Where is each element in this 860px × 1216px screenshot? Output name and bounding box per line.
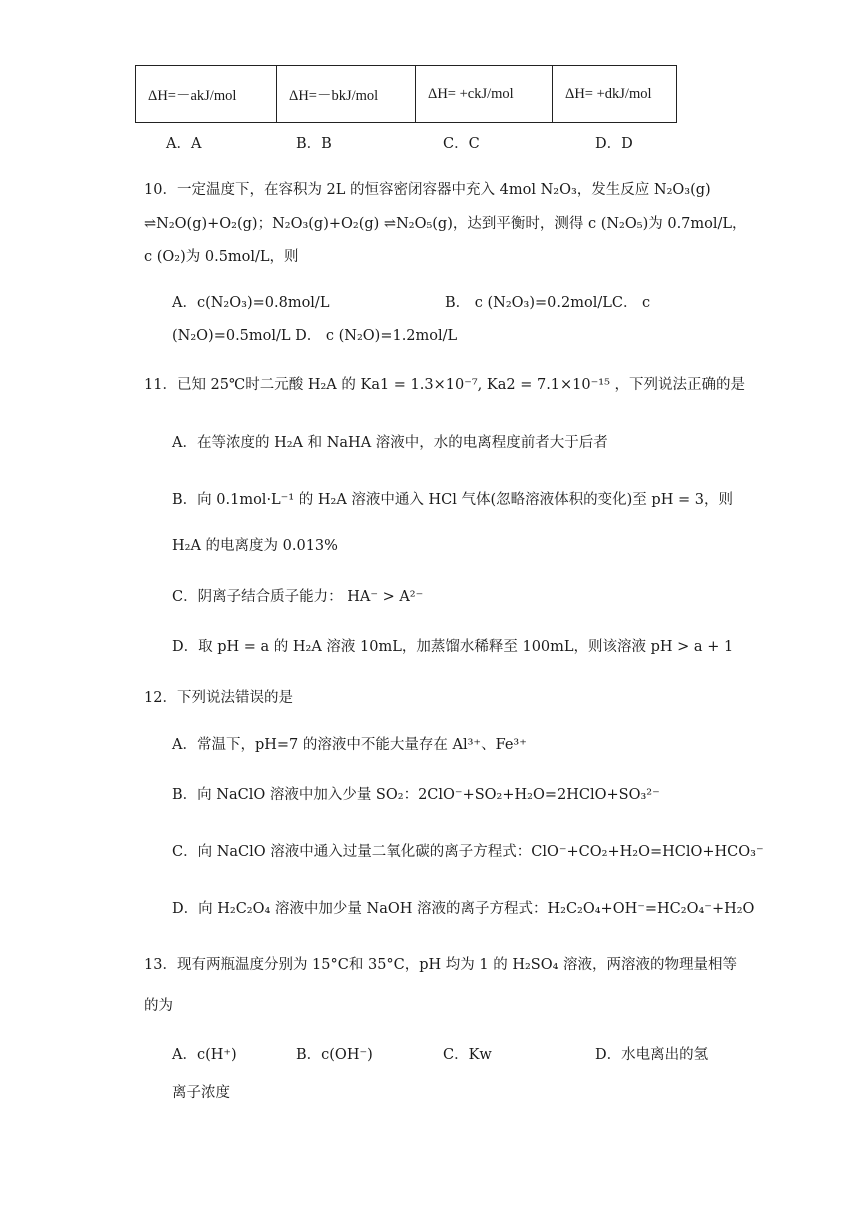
options-table [135,65,677,123]
q11-option-b-line2: H₂A 的电离度为 0.013% [172,538,338,554]
table-cell-b: ΔH=－bkJ/mol [277,66,416,123]
table-cell-d: ΔH= +dkJ/mol [553,66,677,123]
table-row [136,66,677,123]
q11-option-b-line1: B．向 0.1mol·L⁻¹ 的 H₂A 溶液中通入 HCl 气体(忽略溶液体积的变化)至 pH = 3，则 [172,492,733,508]
q10-option-cd: (N₂O)=0.5mol/L D． c (N₂O)=1.2mol/L [172,328,458,344]
q9-option-d: D．D [595,136,633,152]
q9-option-b: B．B [296,136,332,152]
q12-option-b: B．向 NaClO 溶液中加入少量 SO₂：2ClO⁻+SO₂+H₂O=2HClO+SO₃²⁻ [172,787,660,803]
q11-option-a: A．在等浓度的 H₂A 和 NaHA 溶液中，水的电离程度前者大于后者 [172,435,608,451]
q11-stem: 11．已知 25℃时二元酸 H₂A 的 Ka1 = 1.3×10⁻⁷, Ka2 = 7.1×10⁻¹⁵ ，下列说法正确的是 [144,377,746,393]
q13-option-a: A．c(H⁺) [172,1047,237,1063]
q11-option-c: C．阴离子结合质子能力： HA⁻ > A²⁻ [172,589,424,605]
q12-stem: 12．下列说法错误的是 [144,690,293,706]
q12-option-c: C．向 NaClO 溶液中通入过量二氧化碳的离子方程式：ClO⁻+CO₂+H₂O=HClO+HCO₃⁻ [172,844,764,860]
q11-option-d: D．取 pH = a 的 H₂A 溶液 10mL，加蒸馏水稀释至 100mL，则该溶液 pH > a + 1 [172,639,734,655]
q13-stem-line2: 的为 [144,998,173,1014]
q13-stem-line1: 13．现有两瓶温度分别为 15°C和 35°C，pH 均为 1 的 H₂SO₄ 溶液，两溶液的物理量相等 [144,957,738,973]
q13-option-b: B．c(OH⁻) [296,1047,373,1063]
q10-option-a: A．c(N₂O₃)=0.8mol/L [172,295,330,311]
q10-stem-line3: c (O₂)为 0.5mol/L，则 [144,249,299,265]
q13-option-c: C．Kw [443,1047,492,1063]
q10-stem-line1: 10．一定温度下，在容积为 2L 的恒容密闭容器中充入 4mol N₂O₃，发生反应 N₂O₃(g) [144,182,711,198]
q9-option-c: C．C [443,136,480,152]
q12-option-d: D．向 H₂C₂O₄ 溶液中加少量 NaOH 溶液的离子方程式：H₂C₂O₄+OH⁻=HC₂O₄⁻+H₂O [172,901,755,917]
q12-option-a: A．常温下，pH=7 的溶液中不能大量存在 Al³⁺、Fe³⁺ [172,737,527,753]
q13-option-d-line1: D．水电离出的氢 [595,1047,709,1063]
q13-option-d-line2: 离子浓度 [172,1085,230,1101]
table-cell-a: ΔH=－akJ/mol [136,66,277,123]
table-cell-c: ΔH= +ckJ/mol [416,66,553,123]
q9-option-a: A．A [166,136,202,152]
q10-stem-line2: ⇌N₂O(g)+O₂(g)；N₂O₃(g)+O₂(g) ⇌N₂O₅(g)，达到平衡时，测得 c (N₂O₅)为 0.7mol/L， [144,216,747,232]
q10-option-bc: B． c (N₂O₃)=0.2mol/LC． c [445,295,651,311]
